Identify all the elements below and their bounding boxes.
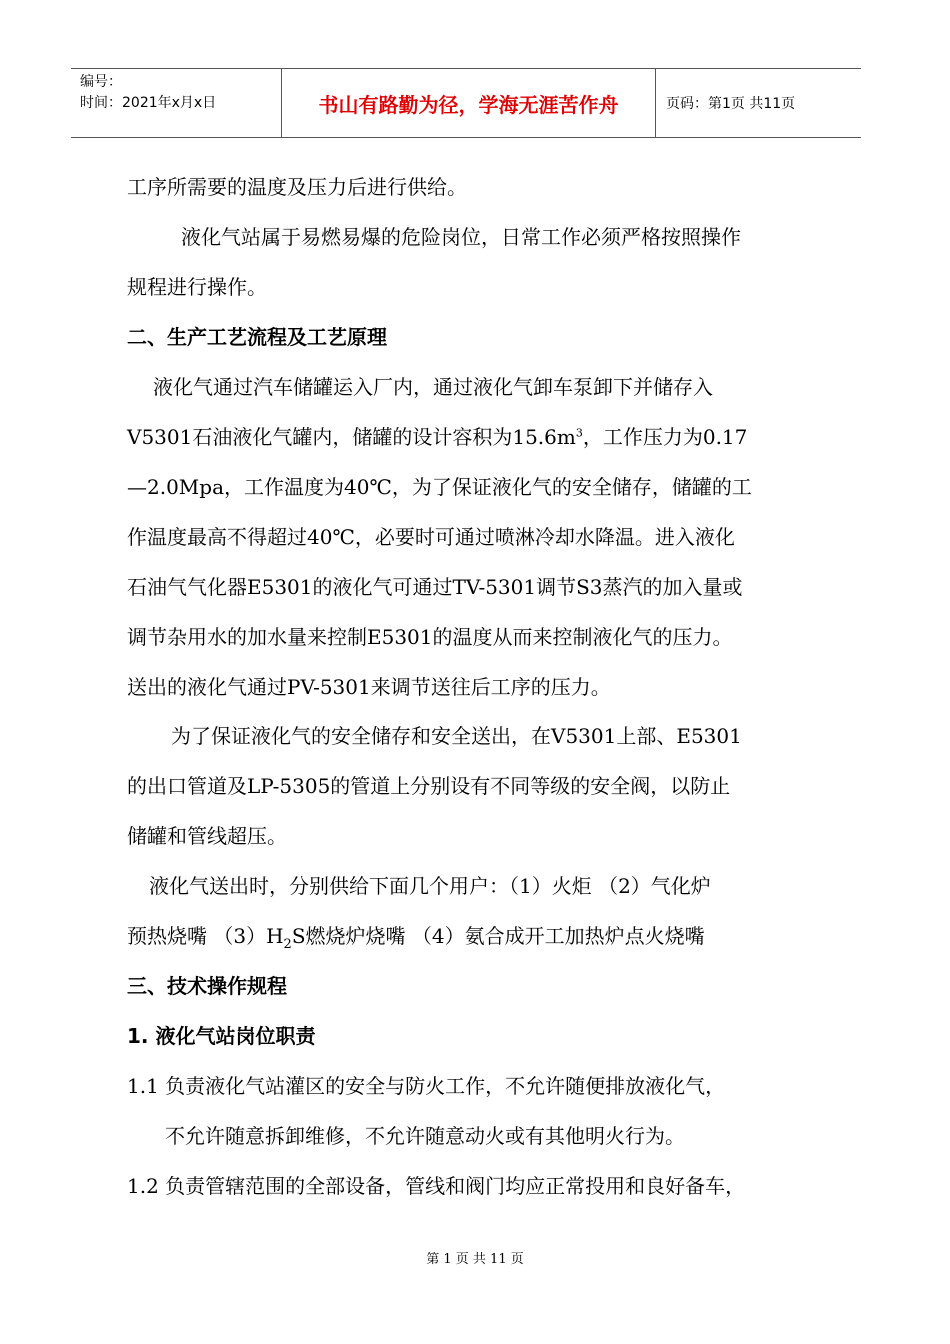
text-line: 石油气气化器E5301的液化气可通过TV-5301调节S3蒸汽的加入量或 [127, 575, 743, 599]
text-line: —2.0Mpa，工作温度为40℃，为了保证液化气的安全储存，储罐的工 [127, 475, 752, 499]
header-motto: 书山有路勤为径，学海无涯苦作舟 [282, 69, 656, 137]
text-line: V5301石油液化气罐内，储罐的设计容积为$15.6m^3$，工作压力为0.17 [127, 425, 748, 449]
text-line: 为了保证液化气的安全储存和安全送出，在V5301上部、E5301 [171, 724, 742, 748]
text-line: 不允许随意拆卸维修，不允许随意动火或有其他明火行为。 [165, 1124, 685, 1148]
text-line: 规程进行操作。 [127, 275, 267, 299]
text-line: 作温度最高不得超过40℃，必要时可通过喷淋冷却水降温。进入液化 [127, 525, 735, 549]
document-time: 时间：2021年x月x日 [80, 95, 217, 111]
header-meta [71, 69, 282, 137]
page-footer: 第 1 页 共 11 页 [426, 1252, 524, 1267]
text-line: 工序所需要的温度及压力后进行供给。 [127, 175, 467, 199]
subsection-heading: 1. 液化气站岗位职责 [127, 1024, 316, 1048]
text-line: 预热烧嘴 $(3)H_2S$燃烧炉烧嘴 （4）氨合成开工加热炉点火烧嘴 [127, 924, 705, 952]
document-number-label: 编号： [80, 74, 122, 90]
section-heading: 三、技术操作规程 [127, 974, 287, 998]
text-line: 液化气送出时，分别供给下面几个用户：（1）火炬 （2）气化炉 [149, 874, 711, 898]
text-line: 调节杂用水的加水量来控制E5301的温度从而来控制液化气的压力。 [127, 625, 733, 649]
page-header [71, 68, 861, 138]
text-line: 送出的液化气通过PV-5301来调节送往后工序的压力。 [127, 675, 611, 699]
text-line: 储罐和管线超压。 [127, 824, 287, 848]
header-page-info: 页码：第1页 共11页 [666, 96, 796, 112]
text-line: 的出口管道及LP-5305的管道上分别设有不同等级的安全阀，以防止 [127, 774, 731, 798]
text-line: 1.1 负责液化气站灌区的安全与防火工作，不允许随便排放液化气， [127, 1074, 726, 1098]
text-line: 液化气站属于易燃易爆的危险岗位，日常工作必须严格按照操作 [181, 225, 741, 249]
section-heading: 二、生产工艺流程及工艺原理 [127, 325, 387, 349]
text-line: 1.2 负责管辖范围的全部设备，管线和阀门均应正常投用和良好备车， [127, 1174, 746, 1198]
text-line: 液化气通过汽车储罐运入厂内，通过液化气卸车泵卸下并储存入 [153, 375, 713, 399]
